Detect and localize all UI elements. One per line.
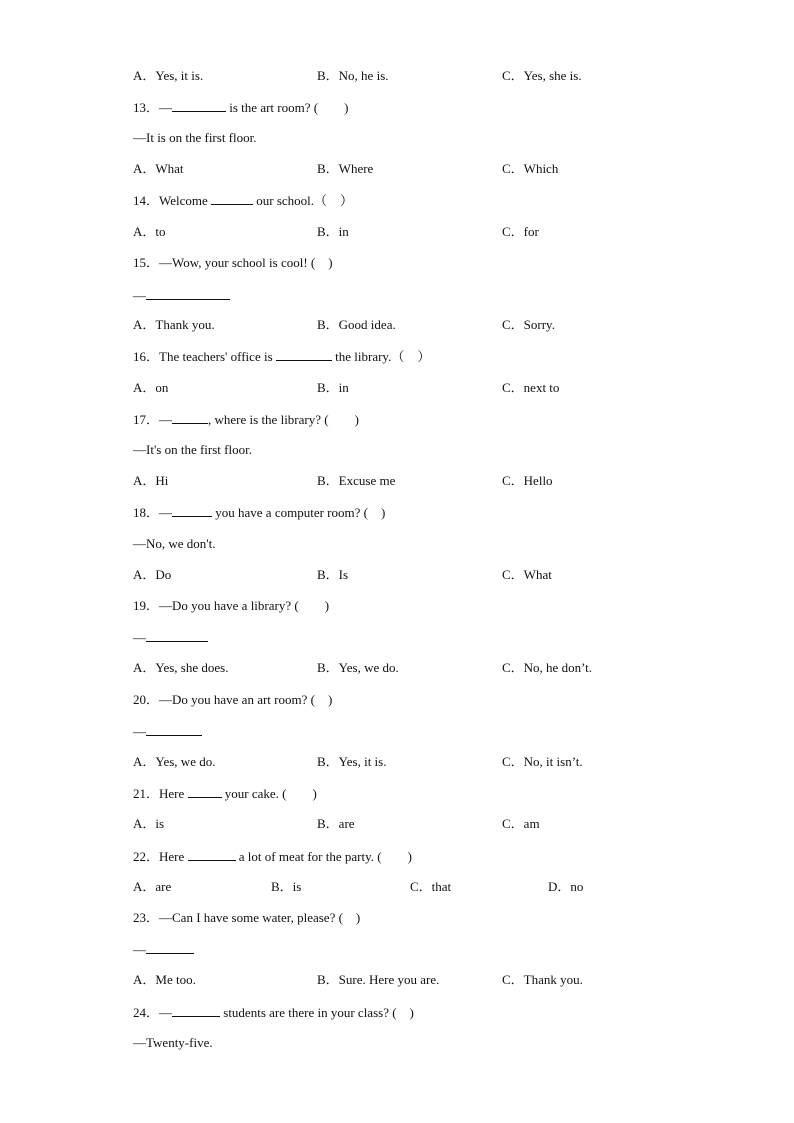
answer-line [133, 723, 202, 740]
option-c: C．No, it isn’t. [502, 754, 583, 769]
question-23: 23．—Can I have some water, please? ( ) [133, 910, 361, 925]
question-text: students are there in your class? ( ) [220, 1005, 414, 1020]
option-c: C．Hello [502, 473, 553, 488]
option-c: C．that [410, 879, 452, 894]
response-line: —No, we don't. [133, 536, 216, 551]
dash: — [133, 724, 146, 739]
option-a: A．Do [133, 567, 172, 582]
question-17 [133, 411, 359, 428]
answer-blank [211, 192, 253, 205]
option-c: C．What [502, 567, 552, 582]
dash: — [133, 942, 146, 957]
question-text: 24．— [133, 1005, 173, 1020]
question-text: our school.（ ） [253, 193, 354, 208]
answer-blank [172, 504, 212, 517]
option-c: C．Which [502, 161, 559, 176]
answer-blank [146, 287, 230, 300]
option-c: C．No, he don’t. [502, 660, 593, 675]
option-a: A．Hi [133, 473, 169, 488]
response-line: —Twenty-five. [133, 1035, 213, 1050]
option-a: A．Yes, it is. [133, 68, 204, 83]
answer-blank [172, 1004, 220, 1017]
option-b: B．Where [317, 161, 374, 176]
question-text: 16．The teachers' office is [133, 349, 276, 364]
option-c: C．Sorry. [502, 317, 555, 332]
answer-blank [172, 99, 226, 112]
option-b: B．Is [317, 567, 349, 582]
option-b: B．No, he is. [317, 68, 389, 83]
answer-blank [146, 629, 208, 642]
option-a: A．on [133, 380, 169, 395]
answer-blank [172, 411, 208, 424]
question-text: a lot of meat for the party. ( ) [235, 849, 412, 864]
answer-line [133, 941, 194, 958]
option-b: B．Sure. Here you are. [317, 972, 440, 987]
answer-blank [146, 723, 202, 736]
question-22 [133, 848, 412, 865]
option-a: A．Yes, we do. [133, 754, 216, 769]
question-15: 15．—Wow, your school is cool! ( ) [133, 255, 333, 270]
answer-blank [188, 848, 236, 861]
answer-blank [188, 785, 222, 798]
option-c: C．for [502, 224, 539, 239]
option-c: C．Thank you. [502, 972, 583, 987]
response-line: —It is on the first floor. [133, 130, 257, 145]
answer-blank [276, 348, 332, 361]
question-18 [133, 504, 385, 521]
question-text: 14．Welcome [133, 193, 212, 208]
question-text: 22．Here [133, 849, 188, 864]
question-text: the library.（ ） [331, 349, 431, 364]
question-text: 18．— [133, 505, 173, 520]
option-b: B．are [317, 816, 355, 831]
option-b: B．Good idea. [317, 317, 396, 332]
question-21 [133, 785, 317, 802]
question-text: 13．— [133, 100, 173, 115]
question-text: your cake. ( ) [221, 786, 317, 801]
question-13 [133, 99, 348, 116]
question-20: 20．—Do you have an art room? ( ) [133, 692, 333, 707]
option-a: A．Thank you. [133, 317, 215, 332]
answer-line [133, 287, 230, 304]
option-b: B．in [317, 380, 349, 395]
option-b: B．is [271, 879, 302, 894]
question-19: 19．—Do you have a library? ( ) [133, 598, 330, 613]
answer-blank [146, 941, 194, 954]
option-a: A．What [133, 161, 184, 176]
dash: — [133, 288, 146, 303]
option-a: A．Yes, she does. [133, 660, 229, 675]
answer-line [133, 629, 208, 646]
option-c: C．am [502, 816, 540, 831]
option-b: B．in [317, 224, 349, 239]
response-line: —It's on the first floor. [133, 442, 252, 457]
option-a: A．Me too. [133, 972, 196, 987]
dash: — [133, 630, 146, 645]
question-text: 21．Here [133, 786, 188, 801]
option-a: A．to [133, 224, 166, 239]
option-b: B．Yes, we do. [317, 660, 399, 675]
question-14 [133, 192, 353, 209]
option-d: D．no [548, 879, 584, 894]
question-text: , where is the library? ( ) [208, 412, 359, 427]
question-text: 17．— [133, 412, 173, 427]
question-24 [133, 1004, 414, 1021]
option-b: B．Yes, it is. [317, 754, 387, 769]
question-text: is the art room? ( ) [226, 100, 349, 115]
question-text: you have a computer room? ( ) [212, 505, 386, 520]
option-b: B．Excuse me [317, 473, 396, 488]
option-c: C．Yes, she is. [502, 68, 582, 83]
option-a: A．is [133, 816, 165, 831]
option-a: A．are [133, 879, 172, 894]
question-16 [133, 348, 430, 365]
option-c: C．next to [502, 380, 560, 395]
